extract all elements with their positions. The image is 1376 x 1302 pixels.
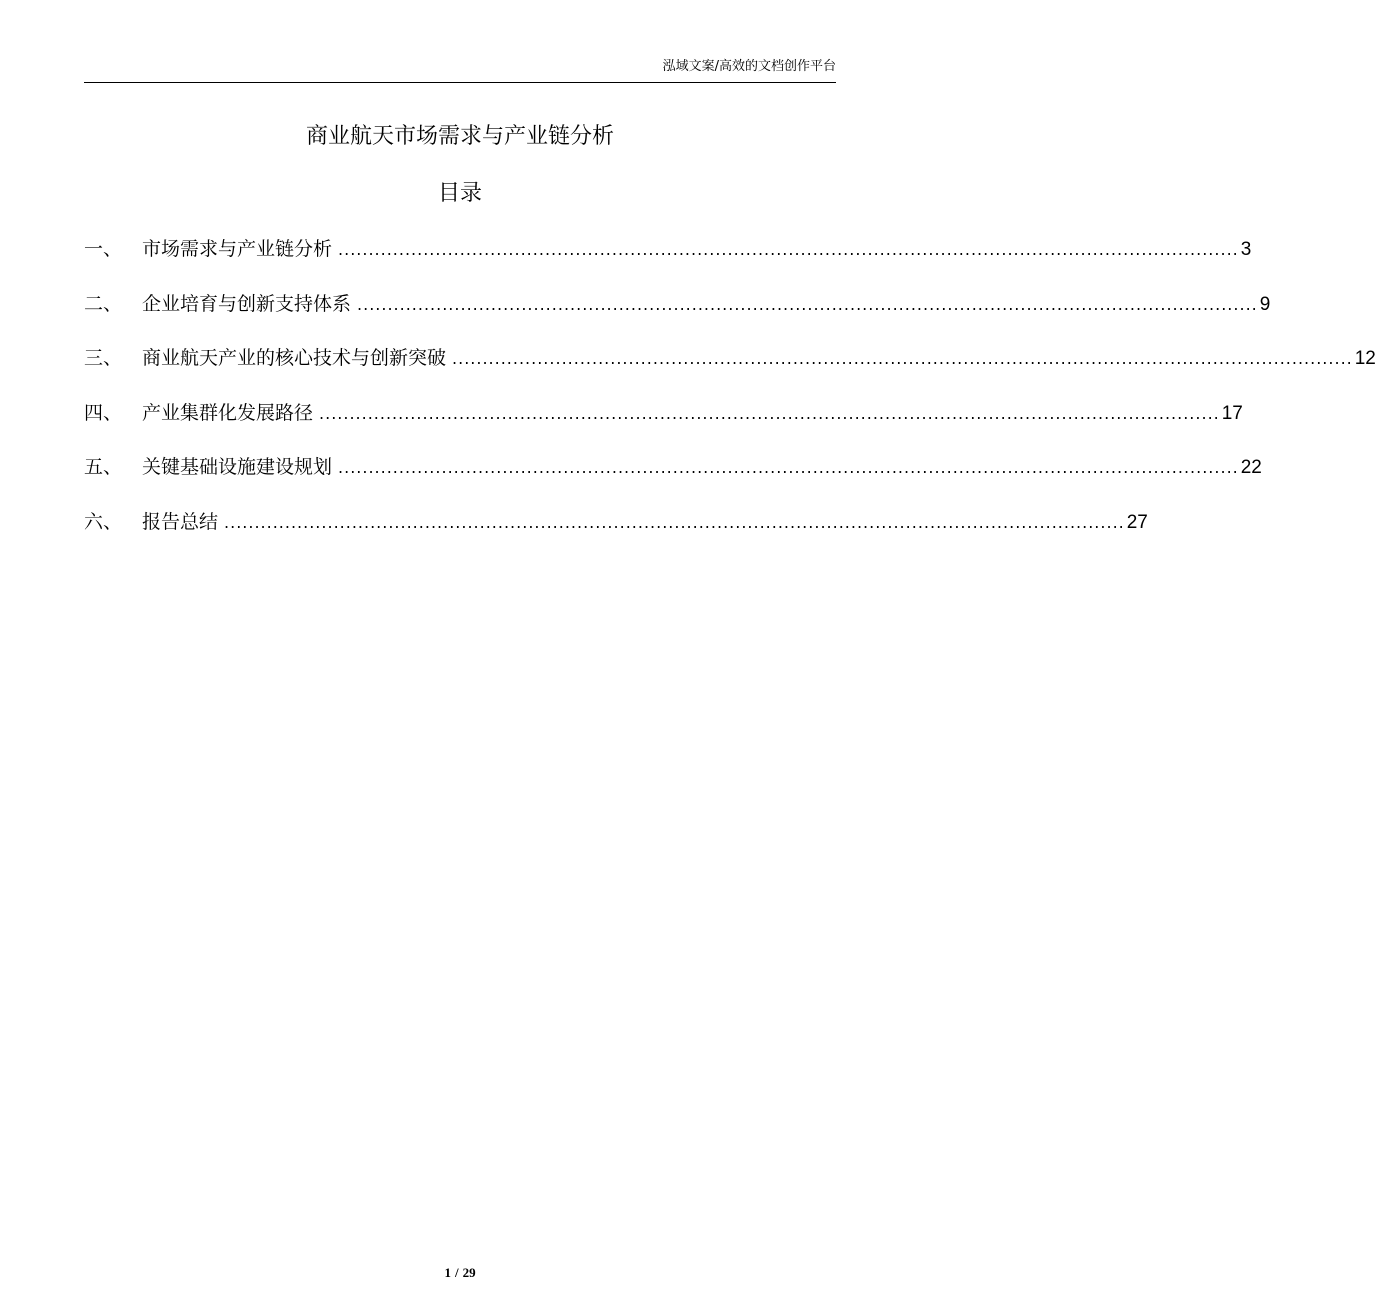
toc-entry-page: 12 — [1354, 348, 1376, 369]
header-divider — [84, 82, 836, 83]
toc-entry-number: 三、 — [84, 347, 123, 369]
toc-entry-title: 市场需求与产业链分析 — [142, 238, 333, 260]
toc-dot-leader: .................................................................................................................................................... — [319, 403, 1220, 423]
toc-entry-1[interactable] — [84, 232, 1252, 287]
toc-entry-6[interactable] — [84, 505, 1148, 560]
toc-entry-title: 企业培育与创新支持体系 — [142, 292, 352, 315]
toc-entry-page: 9 — [1259, 293, 1271, 315]
toc-entry-3[interactable] — [84, 341, 1376, 396]
toc-dot-leader: .................................................................................................................................................... — [452, 349, 1353, 368]
toc-entry-number: 一、 — [84, 238, 123, 260]
toc-entry-4[interactable] — [84, 396, 1243, 451]
toc-dot-leader: .................................................................................................................................................... — [357, 294, 1258, 314]
toc-entry-title: 商业航天产业的核心技术与创新突破 — [142, 347, 447, 369]
toc-entry-title: 关键基础设施建设规划 — [142, 456, 333, 478]
page-separator: / — [454, 1265, 459, 1280]
current-page-number: 1 — [444, 1265, 451, 1280]
toc-dot-leader: .................................................................................................................................................... — [338, 240, 1239, 259]
toc-entry-page: 27 — [1126, 511, 1148, 533]
toc-entry-number: 六、 — [84, 510, 123, 533]
toc-entry-number: 二、 — [84, 292, 123, 315]
toc-entry-page: 3 — [1240, 239, 1252, 260]
toc-dot-leader: .................................................................................................................................................... — [224, 512, 1125, 532]
toc-entry-page: 17 — [1221, 402, 1243, 424]
total-page-count: 29 — [462, 1265, 476, 1280]
toc-entry-title: 报告总结 — [142, 510, 219, 533]
toc-dot-leader: .................................................................................................................................................... — [338, 458, 1239, 477]
toc-heading: 目录 — [437, 181, 482, 206]
toc-entry-title: 产业集群化发展路径 — [142, 401, 314, 424]
toc-entry-number: 五、 — [84, 456, 123, 478]
header-brand-text: 泓域文案/高效的文档创作平台 — [662, 59, 836, 74]
toc-entry-number: 四、 — [84, 401, 123, 424]
page-number-footer — [0, 1265, 920, 1281]
toc-entry-2[interactable] — [84, 287, 1271, 342]
toc-entry-page: 22 — [1240, 457, 1262, 478]
toc-entry-5[interactable] — [84, 450, 1262, 505]
table-of-contents — [84, 232, 1376, 559]
document-title: 商业航天市场需求与产业链分析 — [305, 124, 614, 149]
